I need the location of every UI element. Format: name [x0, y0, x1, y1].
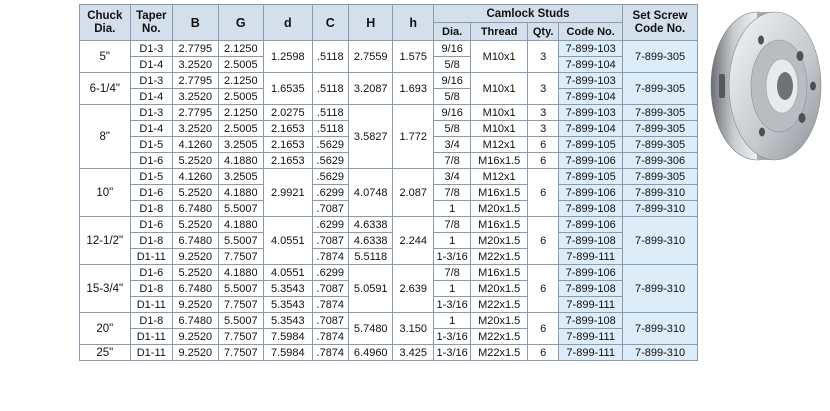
c-cell: .7087: [312, 201, 348, 217]
stud-dia-cell: 7/8: [433, 217, 470, 233]
header-d: d: [264, 5, 313, 41]
h-upper-cell: 5.0591: [348, 265, 393, 313]
header-thread: Thread: [471, 23, 528, 41]
code-no-cell: 7-899-103: [559, 73, 623, 89]
stud-dia-cell: 9/16: [433, 105, 470, 121]
b-cell: 9.2520: [173, 329, 219, 345]
thread-cell: M16x1.5: [471, 217, 528, 233]
header-camlock-studs: Camlock Studs: [433, 5, 622, 23]
b-cell: 9.2520: [173, 249, 219, 265]
d-cell: 7.5984: [264, 345, 313, 361]
set-screw-cell: 7-899-310: [623, 201, 698, 217]
h-upper-cell: 6.4960: [348, 345, 393, 361]
b-cell: 9.2520: [173, 297, 219, 313]
qty-cell: 6: [527, 153, 558, 169]
header-qty: Qty.: [527, 23, 558, 41]
chuck-dia-cell: 15-3/4": [80, 265, 131, 313]
thread-cell: M20x1.5: [471, 313, 528, 329]
stud-dia-cell: 5/8: [433, 89, 470, 105]
code-no-cell: 7-899-105: [559, 137, 623, 153]
thread-cell: M20x1.5: [471, 201, 528, 217]
h-lower-cell: 3.425: [393, 345, 433, 361]
code-no-cell: 7-899-111: [559, 329, 623, 345]
h-upper-cell: 4.6338: [348, 233, 393, 249]
stud-dia-cell: 1-3/16: [433, 345, 470, 361]
taper-cell: D1-8: [130, 233, 172, 249]
table-row: [80, 169, 698, 185]
c-cell: .7087: [312, 281, 348, 297]
table-row: [80, 345, 698, 361]
c-cell: .7874: [312, 297, 348, 313]
g-cell: 3.2505: [218, 137, 264, 153]
taper-cell: D1-11: [130, 329, 172, 345]
set-screw-cell: 7-899-305: [623, 73, 698, 105]
set-screw-cell: 7-899-310: [623, 265, 698, 313]
qty-cell: 6: [527, 169, 558, 217]
c-cell: .7087: [312, 313, 348, 329]
c-cell: .5629: [312, 169, 348, 185]
qty-cell: 3: [527, 121, 558, 137]
qty-cell: 6: [527, 345, 558, 361]
g-cell: 7.7507: [218, 329, 264, 345]
qty-cell: 3: [527, 41, 558, 73]
b-cell: 6.7480: [173, 281, 219, 297]
b-cell: 4.1260: [173, 137, 219, 153]
d-cell: 1.2598: [264, 41, 313, 73]
g-cell: 7.7507: [218, 345, 264, 361]
g-cell: 4.1880: [218, 185, 264, 201]
chuck-dia-cell: 12-1/2": [80, 217, 131, 265]
camlock-spec-table: [79, 4, 698, 361]
c-cell: .7874: [312, 329, 348, 345]
thread-cell: M22x1.5: [471, 249, 528, 265]
thread-cell: M20x1.5: [471, 281, 528, 297]
g-cell: 2.5005: [218, 121, 264, 137]
table-row: [80, 217, 698, 233]
set-screw-cell: 7-899-310: [623, 185, 698, 201]
table-header: [80, 5, 698, 41]
set-screw-cell: 7-899-305: [623, 169, 698, 185]
b-cell: 6.7480: [173, 233, 219, 249]
thread-cell: M22x1.5: [471, 345, 528, 361]
table-row: [80, 73, 698, 89]
h-upper-cell: 2.7559: [348, 41, 393, 73]
taper-cell: D1-6: [130, 185, 172, 201]
code-no-cell: 7-899-111: [559, 297, 623, 313]
code-no-cell: 7-899-106: [559, 153, 623, 169]
qty-cell: 3: [527, 105, 558, 121]
h-lower-cell: 2.639: [393, 265, 433, 313]
g-cell: 2.5005: [218, 57, 264, 73]
taper-cell: D1-5: [130, 169, 172, 185]
stud-dia-cell: 1-3/16: [433, 249, 470, 265]
h-upper-cell: 4.0748: [348, 169, 393, 217]
b-cell: 5.2520: [173, 265, 219, 281]
g-cell: 3.2505: [218, 169, 264, 185]
thread-cell: M16x1.5: [471, 185, 528, 201]
d-cell: 2.9921: [264, 169, 313, 217]
g-cell: 4.1880: [218, 153, 264, 169]
stud-dia-cell: 1-3/16: [433, 297, 470, 313]
d-cell: 2.0275: [264, 105, 313, 121]
h-lower-cell: 1.772: [393, 105, 433, 169]
taper-cell: D1-3: [130, 105, 172, 121]
h-lower-cell: 2.244: [393, 217, 433, 265]
header-h-upper: H: [348, 5, 393, 41]
set-screw-cell: 7-899-306: [623, 153, 698, 169]
taper-cell: D1-4: [130, 121, 172, 137]
c-cell: .5629: [312, 137, 348, 153]
taper-cell: D1-5: [130, 137, 172, 153]
h-lower-cell: 3.150: [393, 313, 433, 345]
table-row: [80, 265, 698, 281]
qty-cell: 3: [527, 73, 558, 105]
table-body: [80, 41, 698, 361]
table-row: [80, 233, 698, 249]
g-cell: 4.1880: [218, 265, 264, 281]
header-set-screw-code: Set Screw Code No.: [623, 5, 698, 41]
taper-cell: D1-4: [130, 57, 172, 73]
c-cell: .5118: [312, 105, 348, 121]
taper-cell: D1-8: [130, 201, 172, 217]
stud-dia-cell: 1: [433, 313, 470, 329]
stud-dia-cell: 9/16: [433, 73, 470, 89]
table-row: [80, 105, 698, 121]
stud-dia-cell: 1: [433, 201, 470, 217]
thread-cell: M20x1.5: [471, 233, 528, 249]
code-no-cell: 7-899-105: [559, 169, 623, 185]
stud-dia-cell: 5/8: [433, 57, 470, 73]
g-cell: 5.5007: [218, 281, 264, 297]
taper-cell: D1-3: [130, 41, 172, 57]
d-cell: 2.1653: [264, 137, 313, 153]
c-cell: .6299: [312, 265, 348, 281]
set-screw-cell: 7-899-310: [623, 313, 698, 345]
d-cell: 5.3543: [264, 313, 313, 329]
taper-cell: D1-11: [130, 345, 172, 361]
g-cell: 5.5007: [218, 313, 264, 329]
code-no-cell: 7-899-104: [559, 57, 623, 73]
set-screw-cell: 7-899-310: [623, 345, 698, 361]
c-cell: .5629: [312, 153, 348, 169]
taper-cell: D1-6: [130, 153, 172, 169]
code-no-cell: 7-899-106: [559, 185, 623, 201]
code-no-cell: 7-899-103: [559, 105, 623, 121]
b-cell: 6.7480: [173, 201, 219, 217]
set-screw-cell: 7-899-310: [623, 217, 698, 265]
b-cell: 4.1260: [173, 169, 219, 185]
header-g: G: [218, 5, 264, 41]
taper-cell: D1-11: [130, 249, 172, 265]
b-cell: 5.2520: [173, 153, 219, 169]
g-cell: 5.5007: [218, 201, 264, 217]
taper-cell: D1-11: [130, 297, 172, 313]
table-row: [80, 41, 698, 57]
d-cell: 2.1653: [264, 121, 313, 137]
taper-cell: D1-8: [130, 281, 172, 297]
d-cell: 5.3543: [264, 281, 313, 297]
b-cell: 2.7795: [173, 41, 219, 57]
d-cell: 1.6535: [264, 73, 313, 105]
stud-dia-cell: 7/8: [433, 265, 470, 281]
c-cell: .5118: [312, 41, 348, 73]
d-cell: 2.1653: [264, 153, 313, 169]
set-screw-cell: 7-899-305: [623, 105, 698, 121]
qty-cell: 6: [527, 137, 558, 153]
taper-cell: D1-4: [130, 89, 172, 105]
b-cell: 5.2520: [173, 217, 219, 233]
chuck-dia-cell: 8": [80, 105, 131, 169]
c-cell: .7874: [312, 249, 348, 265]
chuck-dia-cell: 6-1/4": [80, 73, 131, 105]
c-cell: .7087: [312, 233, 348, 249]
qty-cell: 6: [527, 217, 558, 265]
g-cell: 5.5007: [218, 233, 264, 249]
table-row: [80, 249, 698, 265]
header-code-no: Code No.: [559, 23, 623, 41]
b-cell: 5.2520: [173, 185, 219, 201]
h-lower-cell: 1.575: [393, 41, 433, 73]
set-screw-cell: 7-899-305: [623, 137, 698, 153]
g-cell: 7.7507: [218, 297, 264, 313]
c-cell: .6299: [312, 185, 348, 201]
taper-cell: D1-6: [130, 217, 172, 233]
thread-cell: M10x1: [471, 41, 528, 73]
thread-cell: M16x1.5: [471, 265, 528, 281]
stud-dia-cell: 5/8: [433, 121, 470, 137]
stud-dia-cell: 7/8: [433, 185, 470, 201]
h-upper-cell: 5.7480: [348, 313, 393, 345]
header-chuck-dia: Chuck Dia.: [80, 5, 131, 41]
chuck-dia-cell: 10": [80, 169, 131, 217]
h-upper-cell: 3.2087: [348, 73, 393, 105]
h-lower-cell: 1.693: [393, 73, 433, 105]
g-cell: 2.1250: [218, 105, 264, 121]
b-cell: 3.2520: [173, 89, 219, 105]
chuck-dia-cell: 20": [80, 313, 131, 345]
header-dia: Dia.: [433, 23, 470, 41]
c-cell: .6299: [312, 217, 348, 233]
stud-dia-cell: 7/8: [433, 153, 470, 169]
thread-cell: M12x1: [471, 169, 528, 185]
header-b: B: [173, 5, 219, 41]
b-cell: 2.7795: [173, 105, 219, 121]
header-taper-no: Taper No.: [130, 5, 172, 41]
header-c: C: [312, 5, 348, 41]
lathe-chuck-adapter-plate-photo: [705, 4, 830, 164]
code-no-cell: 7-899-108: [559, 281, 623, 297]
code-no-cell: 7-899-104: [559, 89, 623, 105]
code-no-cell: 7-899-103: [559, 41, 623, 57]
table-row: [80, 313, 698, 329]
taper-cell: D1-8: [130, 313, 172, 329]
chuck-dia-cell: 5": [80, 41, 131, 73]
d-cell: 4.0551: [264, 217, 313, 265]
g-cell: 7.7507: [218, 249, 264, 265]
h-lower-cell: 2.087: [393, 169, 433, 217]
code-no-cell: 7-899-108: [559, 233, 623, 249]
stud-dia-cell: 1: [433, 233, 470, 249]
d-cell: 4.0551: [264, 265, 313, 281]
chuck-dia-cell: 25": [80, 345, 131, 361]
h-upper-cell: 3.5827: [348, 105, 393, 169]
c-cell: .7874: [312, 345, 348, 361]
qty-cell: 6: [527, 313, 558, 345]
b-cell: 6.7480: [173, 313, 219, 329]
b-cell: 2.7795: [173, 73, 219, 89]
thread-cell: M16x1.5: [471, 153, 528, 169]
h-upper-cell: 4.6338: [348, 217, 393, 233]
code-no-cell: 7-899-106: [559, 217, 623, 233]
g-cell: 2.1250: [218, 41, 264, 57]
set-screw-cell: 7-899-305: [623, 121, 698, 137]
stud-dia-cell: 9/16: [433, 41, 470, 57]
code-no-cell: 7-899-108: [559, 313, 623, 329]
code-no-cell: 7-899-104: [559, 121, 623, 137]
thread-cell: M12x1: [471, 137, 528, 153]
code-no-cell: 7-899-111: [559, 249, 623, 265]
thread-cell: M22x1.5: [471, 297, 528, 313]
c-cell: .5118: [312, 73, 348, 105]
spec-table-container: [79, 4, 698, 361]
b-cell: 9.2520: [173, 345, 219, 361]
stud-dia-cell: 1-3/16: [433, 329, 470, 345]
code-no-cell: 7-899-106: [559, 265, 623, 281]
thread-cell: M10x1: [471, 105, 528, 121]
g-cell: 2.1250: [218, 73, 264, 89]
stud-dia-cell: 1: [433, 281, 470, 297]
qty-cell: 6: [527, 265, 558, 313]
b-cell: 3.2520: [173, 121, 219, 137]
b-cell: 3.2520: [173, 57, 219, 73]
d-cell: 5.3543: [264, 297, 313, 313]
g-cell: 4.1880: [218, 217, 264, 233]
stud-dia-cell: 3/4: [433, 169, 470, 185]
d-cell: 7.5984: [264, 329, 313, 345]
c-cell: .5118: [312, 121, 348, 137]
code-no-cell: 7-899-108: [559, 201, 623, 217]
set-screw-cell: 7-899-305: [623, 41, 698, 73]
header-h-lower: h: [393, 5, 433, 41]
taper-cell: D1-6: [130, 265, 172, 281]
thread-cell: M10x1: [471, 121, 528, 137]
code-no-cell: 7-899-111: [559, 345, 623, 361]
stud-dia-cell: 3/4: [433, 137, 470, 153]
g-cell: 2.5005: [218, 89, 264, 105]
thread-cell: M10x1: [471, 73, 528, 105]
h-upper-cell: 5.5118: [348, 249, 393, 265]
thread-cell: M22x1.5: [471, 329, 528, 345]
taper-cell: D1-3: [130, 73, 172, 89]
